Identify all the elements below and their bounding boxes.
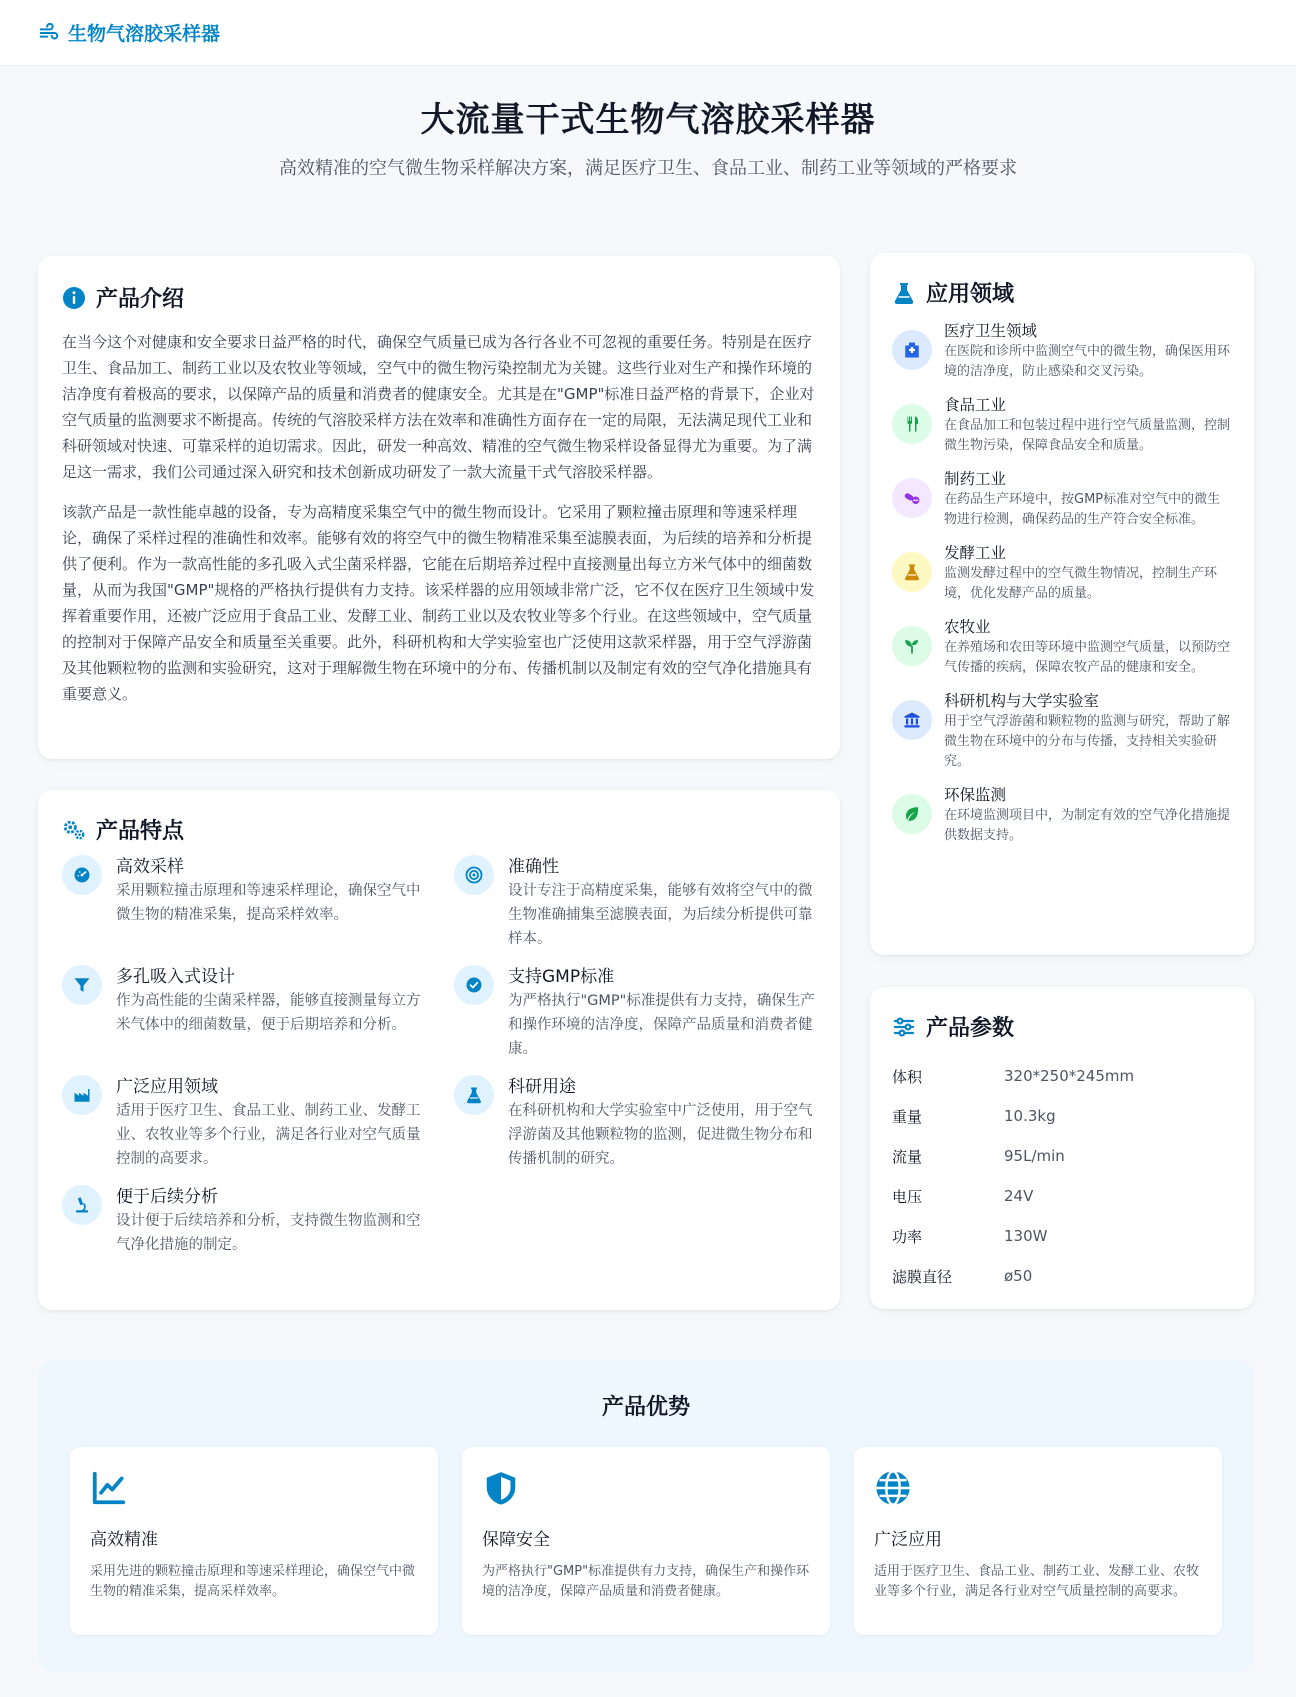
page-title: 大流量干式生物气溶胶采样器 (420, 100, 876, 140)
feature-desc: 设计专注于高精度采集，能够有效将空气中的微生物准确捕集至滤膜表面，为后续分析提供可靠样本。 (508, 883, 813, 947)
application-desc: 在食品加工和包装过程中进行空气质量监测，控制微生物污染，保障食品安全和质量。 (944, 418, 1231, 453)
feature-desc: 适用于医疗卫生、食品工业、制药工业、发酵工业、农牧业等多个行业，满足各行业对空气质量控制的高要求。 (116, 1103, 421, 1167)
param-value: 10.3kg (1004, 1107, 1056, 1125)
intro-heading (62, 282, 816, 313)
hero-section (0, 92, 1296, 183)
brand-logo[interactable] (38, 19, 220, 46)
advantage-title: 广泛应用 (874, 1530, 942, 1550)
feature-desc: 作为高性能的尘菌采样器，能够直接测量每立方米气体中的细菌数量，便于后期培养和分析。 (116, 993, 421, 1033)
check-badge-icon (465, 976, 483, 994)
feature-desc: 为严格执行"GMP"标准提供有力支持，确保生产和操作环境的洁净度，保障产品质量和消费者健康。 (508, 993, 815, 1057)
param-value: 95L/min (1004, 1147, 1065, 1165)
flask-icon (892, 281, 916, 305)
application-desc: 用于空气浮游菌和颗粒物的监测与研究，帮助了解微生物在环境中的分布与传播，支持相关实验研究。 (944, 714, 1231, 769)
params-table (892, 1056, 1232, 1296)
pills-icon (903, 489, 921, 507)
intro-title: 产品介绍 (96, 287, 185, 312)
university-icon (903, 711, 921, 729)
feature-title: 高效采样 (116, 857, 184, 877)
application-desc: 在养殖场和农田等环境中监测空气质量，以预防空气传播的疾病，保障农牧产品的健康和安全。 (944, 640, 1231, 675)
intro-paragraph-2: 该款产品是一款性能卓越的设备，专为高精度采集空气中的微生物而设计。它采用了颗粒撞击原理和等速采样理论，确保了采样过程的准确性和效率。能够有效的将空气中的微生物精准采集至滤膜表面，为后续的培养和分析提供了便利。作为一款高性能的多孔吸入式尘菌采样器，它能在后期培养过程中直接测量出每立方米气体中的细菌数量，从而为我国"GMP"规格的严格执行提供有力支持。该采样器的应用领域非常广泛，它不仅在医疗卫生领域中发挥着重要作用，还被广泛应用于食品工业、发酵工业、制药工业以及农牧业等多个行业。在这些领域中，空气质量的控制对于保障产品安全和质量至关重要。此外，科研机构和大学实验室也广泛使用这款采样器，用于空气浮游菌及其他颗粒物的监测和实验研究，这对于理解微生物在环境中的分布、传播机制以及制定有效的空气净化措施具有重要意义。 (62, 503, 815, 703)
application-item (892, 616, 1232, 678)
applications-title: 应用领域 (926, 282, 1015, 307)
feature-item (62, 855, 432, 951)
application-item (892, 542, 1232, 604)
param-value: 24V (1004, 1187, 1034, 1205)
feature-item (454, 855, 824, 951)
microscope-icon (73, 1196, 91, 1214)
advantages-section (38, 1360, 1254, 1672)
industry-icon (73, 1086, 91, 1104)
features-title: 产品特点 (96, 819, 185, 844)
application-item (892, 394, 1232, 456)
application-item (892, 468, 1232, 530)
page-subtitle: 高效精准的空气微生物采样解决方案，满足医疗卫生、食品工业、制药工业等领域的严格要求 (279, 158, 1017, 179)
param-value: 130W (1004, 1227, 1048, 1245)
params-heading (892, 1011, 1232, 1042)
param-value: 320*250*245mm (1004, 1067, 1135, 1085)
param-key: 电压 (892, 1187, 923, 1206)
application-desc: 在医院和诊所中监测空气中的微生物，确保医用环境的洁净度，防止感染和交叉污染。 (944, 344, 1231, 379)
feature-item (62, 1185, 432, 1257)
globe-icon (874, 1469, 912, 1507)
params-card (870, 987, 1254, 1309)
application-title: 农牧业 (944, 618, 991, 636)
param-key: 体积 (892, 1067, 923, 1086)
param-key: 流量 (892, 1147, 923, 1166)
feature-title: 支持GMP标准 (508, 967, 615, 987)
application-title: 制药工业 (944, 470, 1007, 488)
intro-paragraph-1: 在当今这个对健康和安全要求日益严格的时代，确保空气质量已成为各行各业不可忽视的重要任务。特别是在医疗卫生、食品加工、制药工业以及农牧业等领域，空气中的微生物污染控制尤为关键。这些行业对生产和操作环境的洁净度有着极高的要求，以保障产品的质量和消费者的健康安全。尤其是在"GMP"标准日益严格的背景下，企业对空气质量的监测要求不断提高。传统的气溶胶采样方法在效率和准确性方面存在一定的局限，无法满足现代工业和科研领域对快速、可靠采样的迫切需求。因此，研发一种高效、精准的空气微生物采样设备显得尤为重要。为了满足这一需求，我们公司通过深入研究和技术创新成功研发了一款大流量干式气溶胶采样器。 (62, 333, 815, 481)
params-title: 产品参数 (926, 1016, 1015, 1041)
param-key: 功率 (892, 1227, 923, 1246)
gauge-icon (73, 866, 91, 884)
feature-title: 准确性 (508, 857, 559, 877)
feature-title: 多孔吸入式设计 (116, 967, 235, 987)
application-item (892, 784, 1232, 846)
shield-icon (482, 1469, 520, 1507)
hospital-icon (903, 341, 921, 359)
application-desc: 在药品生产环境中，按GMP标准对空气中的微生物进行检测，确保药品的生产符合安全标准。 (944, 492, 1221, 527)
applications-heading (892, 277, 1232, 308)
application-title: 医疗卫生领域 (944, 322, 1038, 340)
gears-icon (62, 818, 86, 842)
brand-name: 生物气溶胶采样器 (68, 23, 221, 45)
advantage-card (462, 1447, 830, 1635)
feature-item (62, 965, 432, 1061)
param-row (892, 1176, 1232, 1216)
leaf-icon (903, 805, 921, 823)
advantage-desc: 适用于医疗卫生、食品工业、制药工业、发酵工业、农牧业等多个行业，满足各行业对空气质量控制的高要求。 (874, 1564, 1200, 1599)
filter-icon (73, 976, 91, 994)
seedling-icon (903, 637, 921, 655)
advantage-card (854, 1447, 1222, 1635)
param-key: 重量 (892, 1107, 923, 1126)
param-row (892, 1096, 1232, 1136)
features-heading (62, 814, 816, 845)
feature-item (62, 1075, 432, 1171)
intro-card (38, 256, 840, 759)
advantage-title: 保障安全 (482, 1530, 550, 1550)
advantage-card (70, 1447, 438, 1635)
application-title: 食品工业 (944, 396, 1007, 414)
flask-icon (903, 563, 921, 581)
target-icon (465, 866, 483, 884)
features-card (38, 790, 840, 1310)
feature-desc: 采用颗粒撞击原理和等速采样理论，确保空气中微生物的精准采集，提高采样效率。 (116, 883, 421, 923)
advantage-title: 高效精准 (90, 1530, 158, 1550)
application-item (892, 690, 1232, 772)
application-title: 环保监测 (944, 786, 1007, 804)
advantage-desc: 采用先进的颗粒撞击原理和等速采样理论，确保空气中微生物的精准采集，提高采样效率。 (90, 1564, 416, 1599)
sliders-icon (892, 1015, 916, 1039)
application-desc: 在环境监测项目中，为制定有效的空气净化措施提供数据支持。 (944, 808, 1231, 843)
utensils-icon (903, 415, 921, 433)
feature-title: 便于后续分析 (116, 1187, 218, 1207)
applications-card (870, 253, 1254, 955)
feature-desc: 在科研机构和大学实验室中广泛使用，用于空气浮游菌及其他颗粒物的监测，促进微生物分布和传播机制的研究。 (508, 1103, 813, 1167)
param-row (892, 1256, 1232, 1296)
feature-title: 科研用途 (508, 1077, 576, 1097)
wind-icon (38, 22, 60, 44)
application-desc: 监测发酵过程中的空气微生物情况，控制生产环境，优化发酵产品的质量。 (944, 566, 1218, 601)
param-row (892, 1136, 1232, 1176)
info-circle-icon (62, 286, 86, 310)
feature-item (454, 1075, 824, 1171)
param-row (892, 1216, 1232, 1256)
application-title: 发酵工业 (944, 544, 1007, 562)
line-chart-icon (90, 1469, 128, 1507)
application-title: 科研机构与大学实验室 (944, 692, 1100, 710)
param-value: ø50 (1004, 1267, 1033, 1285)
top-bar (0, 0, 1296, 66)
param-key: 滤膜直径 (892, 1267, 953, 1286)
application-item (892, 320, 1232, 382)
param-row (892, 1056, 1232, 1096)
feature-desc: 设计便于后续培养和分析，支持微生物监测和空气净化措施的制定。 (116, 1213, 421, 1253)
feature-item (454, 965, 824, 1061)
advantage-desc: 为严格执行"GMP"标准提供有力支持，确保生产和操作环境的洁净度，保障产品质量和消费者健康。 (482, 1564, 810, 1599)
advantages-title: 产品优势 (601, 1395, 690, 1420)
feature-title: 广泛应用领域 (116, 1077, 218, 1097)
flask-icon (465, 1086, 483, 1104)
